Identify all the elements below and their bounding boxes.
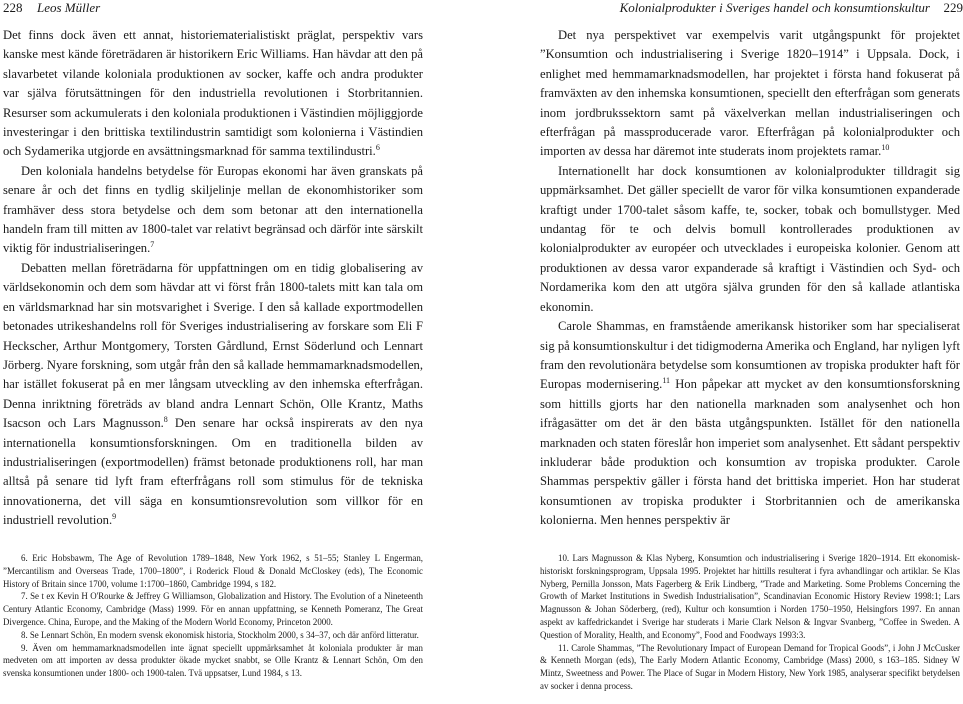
left-footnotes: [3, 552, 423, 680]
footnote: 8. Se Lennart Schön, En modern svensk ekonomisk historia, Stockholm 2000, s 34–37, och där anförd litteratur.: [21, 629, 419, 640]
footnote-ref: 8: [163, 415, 168, 425]
footnote-ref: 9: [112, 512, 117, 522]
left-page-number: 228: [3, 0, 23, 15]
footnote: 10. Lars Magnusson & Klas Nyberg, Konsumtion och industrialisering i Sverige 1820–1914. Ett ekonomisk-historiskt forskningsprogram, Uppsala 1995. Projektet har hittills resulterat i fyra avhandlingar och artiklar. Se Klas Nyberg, Pernilla Jonsson, Mats Fagerberg & Erik Lindberg, ”Trade and Marketing. Some Problems Concerning the Growth of Market Institutions in Swedish Industrialisation”, Scandinavian Economic History Review 1998:1; Lars Magnusson & Johan Söderberg, (red), Kultur och konsumtion i Norden 1750–1950, Helsingfors 1997. En annan aspekt av kaffedrickandet i Sverige har studerats i Marie Clark Nelson & Ingvar Svanberg, ”Coffee in Sweden. A Question of Morality, Health, and Economy”, Food and Foodways 1993:3.: [540, 553, 960, 640]
left-page-header: [3, 0, 423, 16]
right-page-number: 229: [943, 0, 963, 15]
footnote-ref: 7: [150, 240, 155, 250]
paragraph: Det finns dock även ett annat, historiematerialistiskt präglat, perspektiv vars kanske mest kände företrädaren är historikern Eric Williams. Han hävdar att den på slavarbetet vilande koloniala produktionen av socker, kaffe och andra produkter var själva förutsättningen för den industriella revolutionen i Storbritannien. Resurser som ackumulerats i den koloniala produktionen i Västindien möjliggjorde investeringar i den brittiska textilindustrin samtidigt som kolonierna i Västindien och Sydamerika utgjorde en avsättningsmarknad för samma textilindustri.$^6$: [3, 28, 423, 159]
footnote-ref: 10: [881, 143, 890, 153]
paragraph: Debatten mellan företrädarna för uppfattningen om en tidig globalisering av världsekonomin och dem som hävdar att vi först från 1800-talets mitt kan tala om en världsmarknad har sin motsvarighet i Sverige. I den så kallade exportmodellen betonades utrikeshandelns roll för Sveriges industrialisering av forskare som Eli F Heckscher, Arthur Montgomery, Torsten Gårdlund, Ernst Söderlund och Lennart Jörberg. Nyare forskning, som utgår från den så kallade hemmamarknadsmodellen, har istället fokuserat på en mer långsam utveckling av den inhemska efterfrågan. Denna inriktning företräds av bland andra Lennart Schön, Olle Krantz, Maths Isacson och Lars Magnusson.$^8$ Den senare har också inspirerats av den nya internationella konsumtionsforskningen. Om en traditionella bilden av industrialiseringen (exportmodellen) främst betonade produktionens roll, har man alltså på senare tid lyft fram efterfrågans roll som stimulus för de tekniska innovationerna, det vill säga en konsumtionsrevolution som villkor för en industriell revolution.$^9$: [3, 260, 423, 528]
left-running-title: Leos Müller: [37, 0, 101, 15]
right-footnotes: [540, 552, 960, 693]
right-page: [540, 0, 963, 691]
paragraph: Det nya perspektivet var exempelvis varit utgångspunkt för projektet ”Konsumtion och industrialisering i Sverige 1820–1914” i Uppsala. Dock, i enlighet med hemmamarknadsmodellen, har projektet i första hand fokuserat på framväxten av den inhemska konsumtionen, speciellt den efterfrågan som generats inom jordbrukssektorn samt på växelverkan mellan industrialiseringen och efterfrågan på massproducerade varor. Efterfrågan på kolonialprodukter och importen av dessa har däremot inte studerats inom projektets ramar.$^{10}$: [540, 28, 960, 159]
right-running-title: Kolonialprodukter i Sveriges handel och konsumtionskultur: [619, 0, 930, 15]
footnote: 11. Carole Shammas, ”The Revolutionary Impact of European Demand for Tropical Goods”, i John J McCusker & Kenneth Morgan (eds), The Early Modern Atlantic Economy, Cambridge (Mass) 2000, s 163–185. Sidney W Mintz, Sweetness and Power. The Place of Sugar in Modern History, New York 1985, analyserar specifikt betydelsen av socker i denna process.: [540, 642, 960, 691]
footnote: 6. Eric Hobsbawm, The Age of Revolution 1789–1848, New York 1962, s 51–55; Stanley L Engerman, ”Mercantilism and Overseas Trade, 1700–1800”, i Roderick Floud & Donald McCloskey (eds), The Economic History of Britain since 1700, volume 1:1700–1860, Cambridge 1994, s 182.: [3, 553, 423, 589]
left-page: [3, 0, 423, 679]
footnote-ref: 6: [375, 143, 380, 153]
right-body-text: [540, 26, 960, 531]
footnote-ref: 11: [662, 376, 671, 386]
paragraph: Internationellt har dock konsumtionen av kolonialprodukter tilldragit sig uppmärksamhet. Det gäller speciellt de varor för vilka konsumtionen expanderade kraftigt under 1700-talet såsom kaffe, te, socker, tobak och bomullstyger. Med undantag för te och delvis bomull kontrollerades produktionen av kolonialprodukter av européer och utvecklades i europeiska kolonier. Genom att produktionen av dessa varor expanderade så kraftigt i Västindien och Syd- och Nordamerika kom den att utgöra själva grunden för den så kallade atlantiska ekonomin.: [540, 163, 960, 314]
left-body-text: [3, 26, 423, 531]
right-page-header: [540, 0, 963, 16]
footnote: 7. Se t ex Kevin H O'Rourke & Jeffrey G Williamson, Globalization and History. The Evolution of a Nineteenth Century Atlantic Economy, Cambridge (Mass) 1999. För en annan uppfattning, se Kenneth Pomeranz, The Great Divergence. China, Europe, and the Making of the Modern World Economy, Princeton 2000.: [3, 591, 423, 627]
paragraph: Carole Shammas, en framstående amerikansk historiker som har specialiserat sig på konsumtionskultur i det tidigmoderna Amerika och England, har nyligen lyft fram den revolutionära betydelse som konsumtionen av tropiska produkter haft för Europas modernisering.$^{11}$ Hon påpekar att mycket av den konsumtionsforskning som hittills gjorts har den nationella marknaden som analysenhet och hon ifrågasätter om det är den bästa utgångspunkten. Istället för den nationella marknaden och staten föreslår hon imperiet som analysenhet. Ett sådant perspektiv inkluderar både produktion och konsumtion av tropiska produkter. Carole Shammas perspektiv gäller i första hand det brittiska imperiet. Hon har studerat konsumtionen av tropiska produkter i Storbritannien och de amerikanska kolonierna. Men hennes perspektiv är: [540, 319, 961, 528]
paragraph: Den koloniala handelns betydelse för Europas ekonomi har även granskats på senare år och det finns en tydlig skiljelinje mellan de ekonomhistoriker som framhäver dess stora betydelse och dem som betonar att den internationella handeln fram till mitten av 1800-talet var relativt begränsad och därför inte särskilt viktig för industrialiseringen.$^7$: [3, 163, 423, 256]
footnote: 9. Även om hemmamarknadsmodellen inte ägnat speciellt uppmärksamhet åt koloniala produkter är man medveten om att importen av dessa produkter ökade mycket snabbt, se Olle Krantz & Lennart Schön, Om den svenska konsumtionen under 1800- och 1900-talen. Tvä uppsatser, Lund 1984, s 13.: [3, 642, 423, 679]
